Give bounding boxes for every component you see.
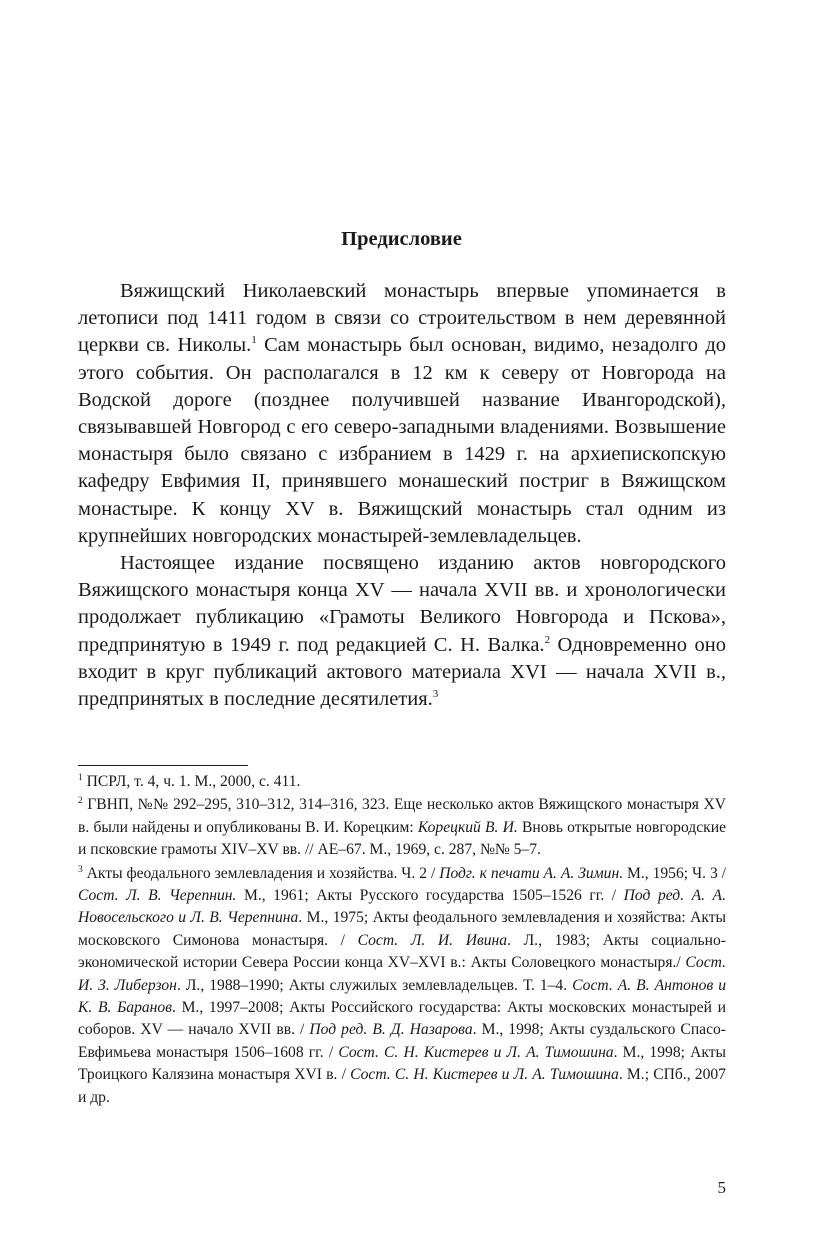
- footnote-2: [78, 794, 726, 861]
- footnote-mark-3: 3: [78, 864, 83, 875]
- footnote-ref-1[interactable]: 1: [251, 334, 257, 347]
- paragraph-2-text-b: Одновременно оно входит в круг публикаций актового материала XVI — начала XVII в., предпринятых в последние десятилетия.: [78, 633, 726, 711]
- footnote-3-italic-3: Под ред. А. А. Новосельского и Л. В. Черепнина: [78, 887, 726, 927]
- page-number: 5: [717, 1178, 726, 1197]
- footnote-separator: [78, 765, 248, 766]
- paragraph-2: [78, 550, 726, 713]
- footnote-3: [78, 863, 726, 1109]
- paragraph-1-text-b: Сам монастырь был основан, видимо, незадолго до этого события. Он располагался в 12 км к северу от Новгорода на Водской дороге (позднее получившей название Ивангородской), связывавшей Новгород с его северо-западными владениями. Возвышение монастыря было связано с избранием в 1429 г. на архиепископскую кафедру Евфимия II, принявшего монашеский постриг в Вяжищском монастыре. К концу XV в. Вяжищский монастырь стал одним из крупнейших новгородских монастырей-землевладельцев.: [78, 334, 726, 547]
- footnote-1: [78, 771, 726, 793]
- footnote-2-text-1: ГВНП, №№ 292–295, 310–312, 314–316, 323. Еще несколько актов Вяжищского монастыря XV в. были найдены и опубликованы В. И. Корецким:: [78, 796, 726, 836]
- footnote-3-italic-7: Под ред. В. Д. Назарова: [309, 1021, 473, 1039]
- footnote-3-text-9: . М., 1998; Акты Троицкого Калязина монастыря XVI в. /: [78, 1043, 726, 1084]
- footnote-3-text-7: . М., 1997–2008; Акты Российского государства: Акты московских монастырей и соборов. XV — начало XVII вв. /: [78, 999, 726, 1039]
- footnote-1-text: ПСРЛ, т. 4, ч. 1. М., 2000, с. 411.: [82, 773, 301, 790]
- footnote-3-italic-6: Сост. А. В. Антонов и К. В. Баранов: [78, 976, 727, 1017]
- footnote-2-text-2: Вновь открытые новгородские и псковские грамоты XIV–XV вв. // АЕ–67. М., 1969, с. 287, №№ 5–7.: [78, 818, 726, 859]
- footnote-ref-3[interactable]: 3: [432, 688, 439, 701]
- paragraph-1-text-a: Вяжищский Николаевский монастырь впервые упоминается в летописи под 1411 годом в связи со строительством в нем деревянной церкви св. Николы.: [78, 280, 726, 357]
- footnote-3-text-2: М., 1956; Ч. 3 /: [623, 864, 726, 882]
- footnote-3-italic-1: Подг. к печати А. А. Зимин.: [439, 864, 624, 882]
- paragraph-1: [78, 278, 726, 550]
- footnote-mark-2: 2: [78, 796, 83, 807]
- footnote-3-text-5: . Л., 1983; Акты социально-экономической истории Севера России конца XV–XVI в.: Акты Соловецкого монастыря./: [78, 931, 726, 972]
- footnote-3-text-1: Акты феодального землевладения и хозяйства. Ч. 2 /: [82, 864, 440, 882]
- footnote-3-text-10: . М.; СПб., 2007 и др.: [78, 1066, 726, 1106]
- footnotes: [78, 771, 726, 1110]
- footnote-2-author: Корецкий В. И.: [417, 818, 518, 836]
- paragraph-2-text-a: Настоящее издание посвящено изданию актов новгородского Вяжищского монастыря конца XV — начала XVII вв. и хронологически продолжает публикацию «Грамоты Великого Новгорода и Пскова», предпринятую в 1949 г. под редакцией С. Н. Валка.: [78, 552, 726, 656]
- footnote-3-italic-2: Сост. Л. В. Черепнин.: [78, 887, 237, 905]
- footnote-3-text-8: . М., 1998; Акты суздальского Спасо-Евфимьева монастыря 1506–1608 гг. /: [78, 1021, 726, 1061]
- footnote-3-italic-8: Сост. С. Н. Кистерев и Л. А. Тимошина: [338, 1043, 614, 1061]
- footnote-3-italic-9: Сост. С. Н. Кистерев и Л. А. Тимошина: [350, 1066, 619, 1084]
- page-title: Предисловие: [341, 228, 462, 250]
- footnote-3-text-6: . Л., 1988–1990; Акты служилых землевладельцев. Т. 1–4.: [176, 976, 573, 994]
- footnote-3-text-4: . М., 1975; Акты феодального землевладения и хозяйства: Акты московского Симонова монастыря. /: [78, 909, 727, 949]
- footnote-3-text-3: М., 1961; Акты Русского государства 1505–1526 гг. /: [236, 887, 624, 905]
- footnote-mark-1: 1: [78, 773, 83, 783]
- footnote-3-italic-4: Сост. Л. И. Ивина: [357, 931, 508, 949]
- main-text: [78, 278, 726, 713]
- footnote-3-italic-5: Сост. И. З. Либерзон: [78, 954, 726, 994]
- footnote-ref-2[interactable]: 2: [544, 633, 551, 646]
